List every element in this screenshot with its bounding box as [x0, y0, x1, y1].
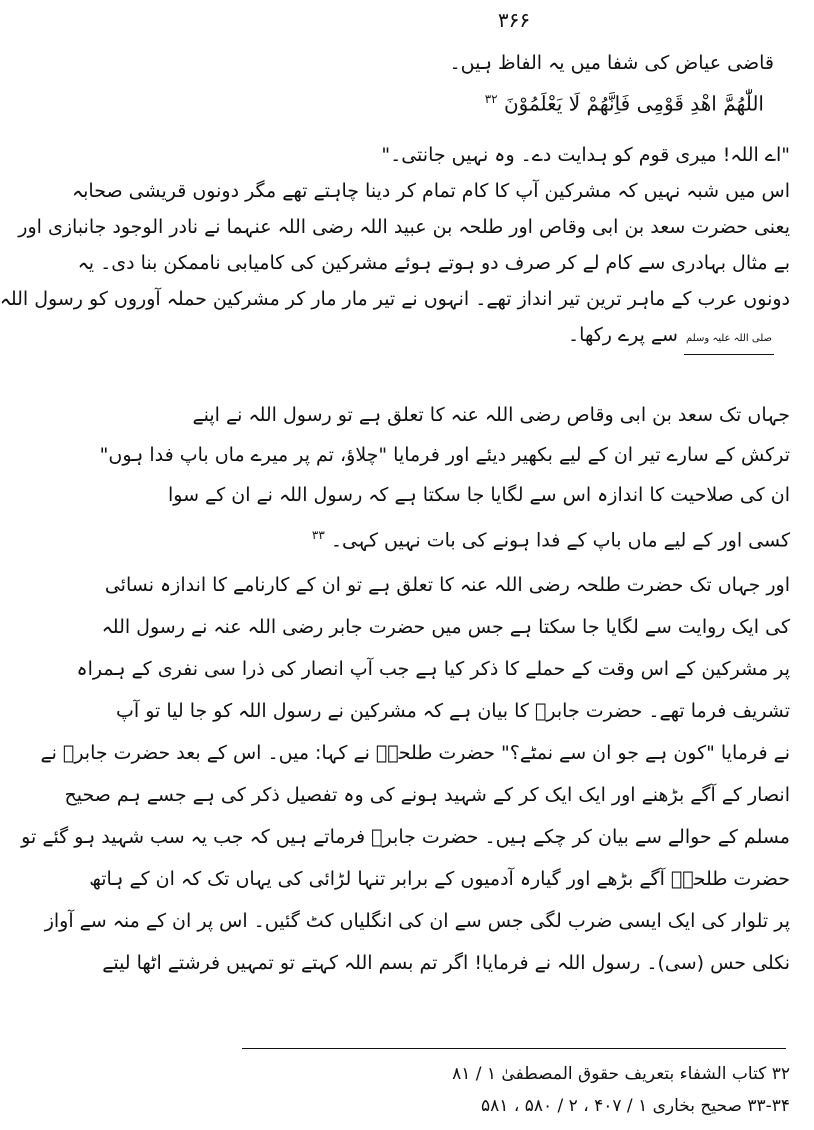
- text-line-content: سے پرے رکھا۔: [568, 324, 678, 346]
- text-line: کی ایک روایت سے لگایا جا سکتا ہے جس میں حضرت جابر رضی اللہ عنہ نے رسول اللہ: [101, 616, 790, 638]
- text-line: بے مثال بہادری سے کام لے کر صرف دو ہوتے ہوئے مشرکین کی کامیابی ناممکن بنا دی۔ یہ: [77, 252, 790, 274]
- text-line: نے فرمایا "کون ہے جو ان سے نمٹے؟" حضرت طلحہؓ نے کہا: میں۔ اس کے بعد حضرت جابرؓ نے: [40, 742, 790, 764]
- text-line: جہاں تک سعد بن ابی وقاص رضی اللہ عنہ کا تعلق ہے تو رسول اللہ نے اپنے: [192, 404, 790, 426]
- text-line: مسلم کے حوالے سے بیان کر چکے ہیں۔ حضرت جابرؓ فرماتے ہیں کہ جب یہ سب شہید ہو گئے تو: [21, 826, 790, 848]
- arabic-prayer: [244, 84, 764, 119]
- text-line: نکلی حس (سی)۔ رسول اللہ نے فرمایا! اگر تم بسم اللہ کہتے تو تمہیں فرشتے اٹھا لیتے: [102, 952, 790, 974]
- text-line: یعنی حضرت سعد بن ابی وقاص اور طلحہ بن عبید اللہ رضی اللہ عنہما نے نادر الوجود جانبازی اور: [18, 216, 790, 238]
- footnote-2: ۳۳-۳۴ صحیح بخاری ۱ / ۴۰۷ ، ۲ / ۵۸۰ ، ۵۸۱: [481, 1096, 790, 1116]
- translation-line: "اے اللہ! میری قوم کو ہدایت دے۔ وہ نہیں جانتی۔": [381, 144, 790, 166]
- text-line: ان کی صلاحیت کا اندازہ اس سے لگایا جا سکتا ہے کہ رسول اللہ نے ان کے سوا: [168, 484, 790, 506]
- footnote-1: ۳۲ کتاب الشفاء بتعریف حقوق المصطفیٰ ۱ / ۸۱: [452, 1064, 790, 1084]
- text-line-content: کسی اور کے لیے ماں باپ کے فدا ہونے کی بات نہیں کہی۔: [330, 529, 790, 552]
- arabic-prayer-text: اللّٰھُمَّ اھْدِ قَوْمِی فَاِنَّھُمْ لَا یَعْلَمُوْنَ: [503, 91, 764, 116]
- text-line: پر مشرکین کے اس وقت کے حملے کا ذکر کیا ہے جب آپ انصار کی ذرا سی نفری کے ہمراہ: [76, 658, 790, 680]
- text-line: اور جہاں تک حضرت طلحہ رضی اللہ عنہ کا تعلق ہے تو ان کے کارنامے کا اندازہ نسائی: [104, 574, 790, 596]
- salutation-seal: صلی اللہ علیہ وسلم: [684, 324, 774, 355]
- footnote-ref: ۳۳: [311, 528, 325, 542]
- text-line: پر تلوار کی ایک ایسی ضرب لگی جس سے ان کی انگلیاں کٹ گئیں۔ اس پر ان کے منہ سے آواز: [44, 910, 790, 932]
- footnote-divider: [242, 1048, 786, 1049]
- text-line: تشریف فرما تھے۔ حضرت جابرؓ کا بیان ہے کہ مشرکین نے رسول اللہ کو جا لیا تو آپ: [116, 700, 790, 722]
- text-line: ترکش کے سارے تیر ان کے لیے بکھیر دیئے اور فرمایا "چلاؤ، تم پر میرے ماں باپ فدا ہوں": [99, 444, 790, 466]
- text-line: [244, 320, 774, 355]
- text-line: اس میں شبہ نہیں کہ مشرکین آپ کا کام تمام کر دینا چاہتے تھے مگر دونوں قریشی صحابہ: [72, 180, 790, 202]
- text-line: دونوں عرب کے ماہر ترین تیر انداز تھے۔ انہوں نے تیر مار مار کر مشرکین حملہ آوروں کو رسول اللہ: [0, 288, 790, 310]
- text-line: حضرت طلحہؓ آگے بڑھے اور گیارہ آدمیوں کے برابر تنہا لڑائی کی یہاں تک کہ ان کے ہاتھ: [89, 868, 790, 890]
- text-line: انصار کے آگے بڑھنے اور ایک ایک کر کے شہید ہونے کی وہ تفصیل ذکر کی ہے جسے ہم صحیح: [64, 784, 790, 806]
- page-number: ۳۶۶: [497, 8, 531, 32]
- text-line: [244, 520, 790, 555]
- footnote-ref: ۳۲: [484, 92, 498, 106]
- text-line: قاضی عیاض کی شفا میں یہ الفاظ ہیں۔: [449, 52, 774, 74]
